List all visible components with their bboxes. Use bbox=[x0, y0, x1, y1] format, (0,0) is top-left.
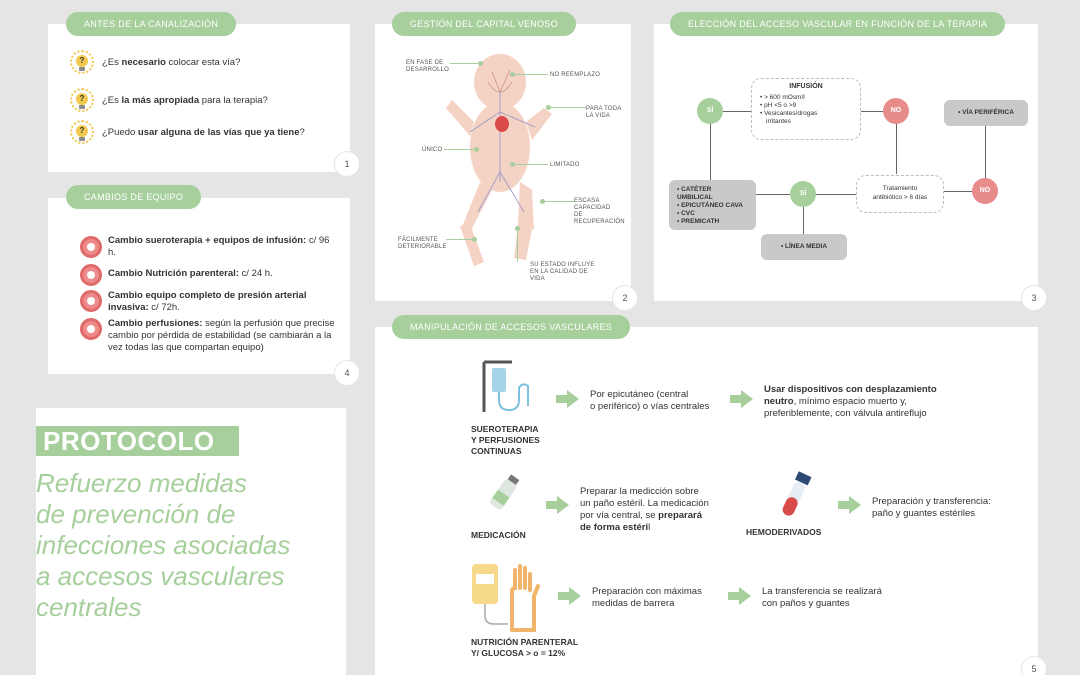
change-item: Cambio equipo completo de presión arterial invasiva: c/ 72h. bbox=[108, 290, 307, 313]
arrow-icon bbox=[546, 496, 570, 514]
question-row: ? ¿Es necesario colocar esta vía? bbox=[70, 50, 240, 74]
question-row: ? ¿Es la más apropiada para la terapia? bbox=[70, 88, 268, 112]
flow-arrow-icon bbox=[384, 94, 396, 116]
label-deteriorable: FÁCILMENTE DETERIORABLE bbox=[398, 237, 447, 250]
blood-products-label: HEMODERIVADOS bbox=[746, 527, 822, 537]
infusion-box: INFUSIÓN • > 600 mOsm/l • pH <5 o >9 • Vesicantes/drogas irritantes bbox=[751, 78, 861, 140]
blood-products-step: Preparación y transferencia: paño y guantes estériles bbox=[872, 496, 991, 519]
iv-bag-icon bbox=[478, 360, 538, 415]
serotherapy-step2: Usar dispositivos con desplazamiento neutro, mínimo espacio muerto y, preferiblemente, con válvula antireflujo bbox=[764, 384, 937, 419]
panel-number: 1 bbox=[334, 151, 360, 177]
parenteral-nutrition-label: NUTRICIÓN PARENTERAL Y/ GLUCOSA > o = 12% bbox=[471, 637, 579, 658]
medication-label: MEDICACIÓN bbox=[471, 530, 526, 540]
yes-node: SÍ bbox=[790, 181, 816, 207]
panel-vascular-access-choice bbox=[654, 24, 1038, 301]
serotherapy-label: SUEROTERAPIA Y PERFUSIONES CONTINUAS bbox=[471, 424, 540, 456]
medication-vial-icon bbox=[484, 470, 524, 520]
panel5-title: MANIPULACIÓN DE ACCESOS VASCULARES bbox=[392, 315, 630, 339]
arrow-icon bbox=[728, 587, 752, 605]
connector-line bbox=[550, 107, 586, 108]
protocol-title: Refuerzo medidas de prevención de infecciones asociadas a accesos vasculares centrales bbox=[36, 468, 291, 622]
label-recovery: ESCASA CAPACIDAD DE RECUPERACIÓN bbox=[574, 198, 625, 225]
peripheral-route-box: • VÍA PERIFÉRICA bbox=[944, 100, 1028, 126]
nutrition-bag-icon bbox=[468, 562, 548, 632]
connector-line bbox=[514, 74, 548, 75]
lightbulb-icon: ? bbox=[70, 50, 94, 74]
label-quality-of-life: SU ESTADO INFLUYE EN LA CALIDAD DE VIDA bbox=[530, 262, 595, 282]
connector-line bbox=[450, 63, 480, 64]
antibiotic-box: Tratamiento antibiótico > 6 días bbox=[856, 175, 944, 213]
label-limited: LIMITADO bbox=[550, 162, 580, 168]
lightbulb-icon: ? bbox=[70, 120, 94, 144]
question-row: ? ¿Puedo usar alguna de las vías que ya tiene? bbox=[70, 120, 305, 144]
label-lifetime: PARA TODA LA VIDA bbox=[586, 106, 622, 119]
flow-arrow-icon bbox=[662, 94, 674, 116]
medication-step: Preparar la medicción sobre un paño estéril. La medicación por vía central, se preparará de forma estéril bbox=[580, 486, 709, 533]
label-unique: ÚNICO bbox=[422, 147, 443, 153]
serotherapy-step1: Por epicutáneo (central o periférico) o vías centrales bbox=[590, 389, 710, 412]
change-item: Cambio sueroterapia + equipos de infusión: c/ 96 h. bbox=[108, 235, 330, 258]
change-item: Cambio Nutrición parenteral: c/ 24 h. bbox=[108, 268, 273, 279]
midline-box: • LÍNEA MEDIA bbox=[761, 234, 847, 260]
connector-line bbox=[514, 164, 548, 165]
connector-line bbox=[517, 230, 518, 262]
yes-node: SÍ bbox=[697, 98, 723, 124]
change-item: Cambio perfusiones: según la perfusión que precise cambio por pérdida de estabilidad (se cambiarán a la vez todas las que compartan equipo) bbox=[108, 318, 335, 353]
panel1-title: ANTES DE LA CANALIZACIÓN bbox=[66, 12, 236, 36]
alarm-clock-icon bbox=[80, 236, 102, 258]
panel2-title: GESTIÓN DEL CAPITAL VENOSO bbox=[392, 12, 576, 36]
connector-line bbox=[544, 201, 574, 202]
flow-arrow-icon bbox=[384, 366, 396, 388]
label-developing: EN FASE DE DESARROLLO bbox=[406, 60, 450, 73]
baby-illustration bbox=[440, 52, 560, 282]
arrow-icon bbox=[730, 390, 754, 408]
panel3-title: ELECCIÓN DEL ACCESO VASCULAR EN FUNCIÓN DE LA TERAPIA bbox=[670, 12, 1005, 36]
panel-number: 3 bbox=[1021, 285, 1047, 311]
arrow-icon bbox=[558, 587, 582, 605]
label-no-replacement: NO REEMPLAZO bbox=[550, 72, 601, 78]
parenteral-step1: Preparación con máximas medidas de barrera bbox=[592, 586, 702, 609]
alarm-clock-icon bbox=[80, 318, 102, 340]
alarm-clock-icon bbox=[80, 264, 102, 286]
central-catheter-box: • CATÉTER UMBILICAL • EPICUTÁNEO CAVA • CVC • PREMICATH bbox=[669, 180, 756, 230]
parenteral-step2: La transferencia se realizará con paños y guantes bbox=[762, 586, 882, 609]
alarm-clock-icon bbox=[80, 290, 102, 312]
arrow-icon bbox=[838, 496, 862, 514]
connector-line bbox=[444, 149, 476, 150]
connector-line bbox=[446, 239, 474, 240]
panel-number: 5 bbox=[1021, 656, 1047, 675]
no-node: NO bbox=[883, 98, 909, 124]
arrow-icon bbox=[556, 390, 580, 408]
panel-number: 4 bbox=[334, 360, 360, 386]
blood-tube-icon bbox=[774, 470, 816, 522]
lightbulb-icon: ? bbox=[70, 88, 94, 112]
panel4-title: CAMBIOS DE EQUIPO bbox=[66, 185, 201, 209]
no-node: NO bbox=[972, 178, 998, 204]
panel-number: 2 bbox=[612, 285, 638, 311]
protocol-badge: PROTOCOLO bbox=[36, 426, 239, 456]
